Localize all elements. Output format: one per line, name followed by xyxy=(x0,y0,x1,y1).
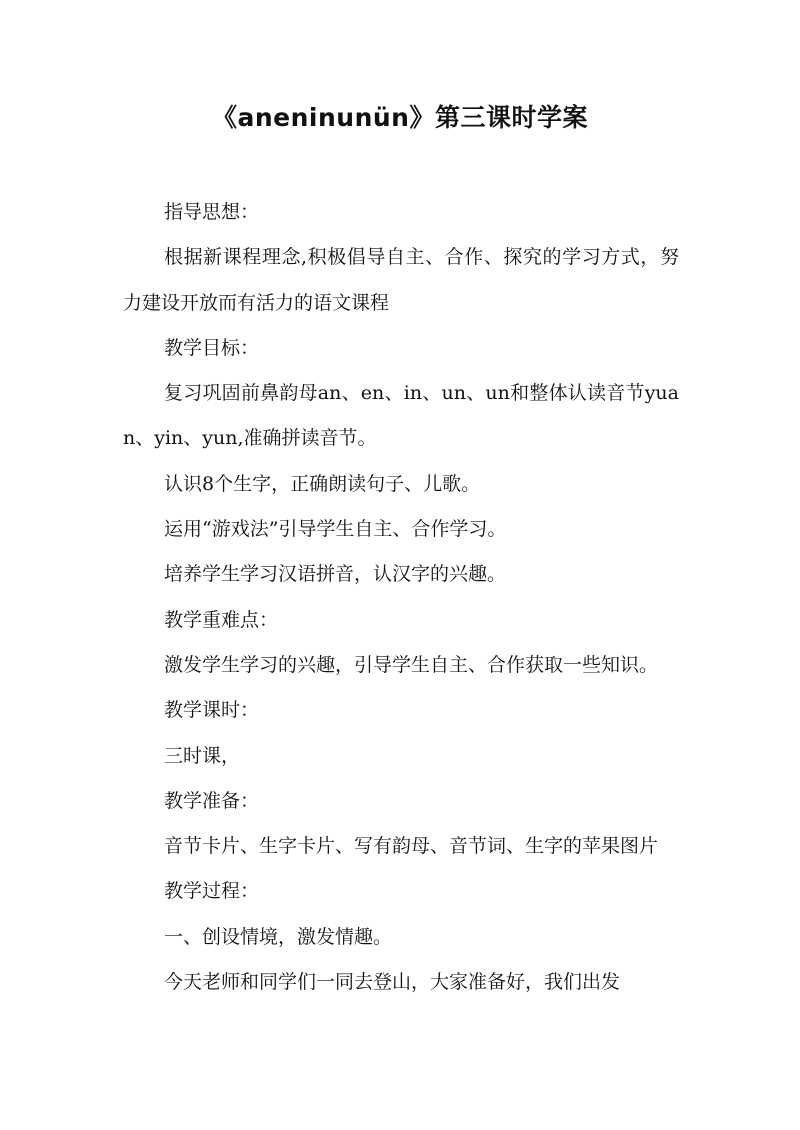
paragraph-goal-2: 认识8个生字，正确朗读句子、儿歌。 xyxy=(164,472,481,495)
paragraph-process-step-1-text: 今天老师和同学们一同去登山，大家准备好，我们出发 xyxy=(164,971,621,994)
paragraph-key-points: 激发学生学习的兴趣，引导学生自主、合作获取一些知识。 xyxy=(164,653,659,676)
paragraph-periods: 三时课， xyxy=(164,744,241,767)
paragraph-process-step-1: 一、创设情境，激发情趣。 xyxy=(164,925,393,948)
paragraph-preparation: 音节卡片、生字卡片、写有韵母、音节词、生字的苹果图片 xyxy=(164,835,659,858)
document-body xyxy=(123,190,679,1005)
paragraph-periods-heading: 教学课时： xyxy=(164,699,260,722)
paragraph-preparation-heading: 教学准备： xyxy=(164,789,260,812)
paragraph-goal-3: 运用“游戏法”引导学生自主、合作学习。 xyxy=(164,518,507,541)
paragraph-guiding-thought-heading: 指导思想： xyxy=(164,201,260,223)
paragraph-guiding-thought: 根据新课程理念,积极倡导自主、合作、探究的学习方式，努力建设开放而有活力的语文课程 xyxy=(123,246,679,314)
paragraph-key-points-heading: 教学重难点： xyxy=(164,608,279,631)
paragraph-goals-heading: 教学目标： xyxy=(164,336,260,359)
paragraph-goal-4: 培养学生学习汉语拼音，认汉字的兴趣。 xyxy=(164,563,507,586)
paragraph-process-heading: 教学过程： xyxy=(164,880,260,903)
paragraph-goal-1: 复习巩固前鼻韵母an、en、in、un、un和整体认读音节yuan、yin、yun,准确拼读音节。 xyxy=(123,382,679,450)
document-title: 《aneninunün》第三课时学案 xyxy=(212,103,588,132)
